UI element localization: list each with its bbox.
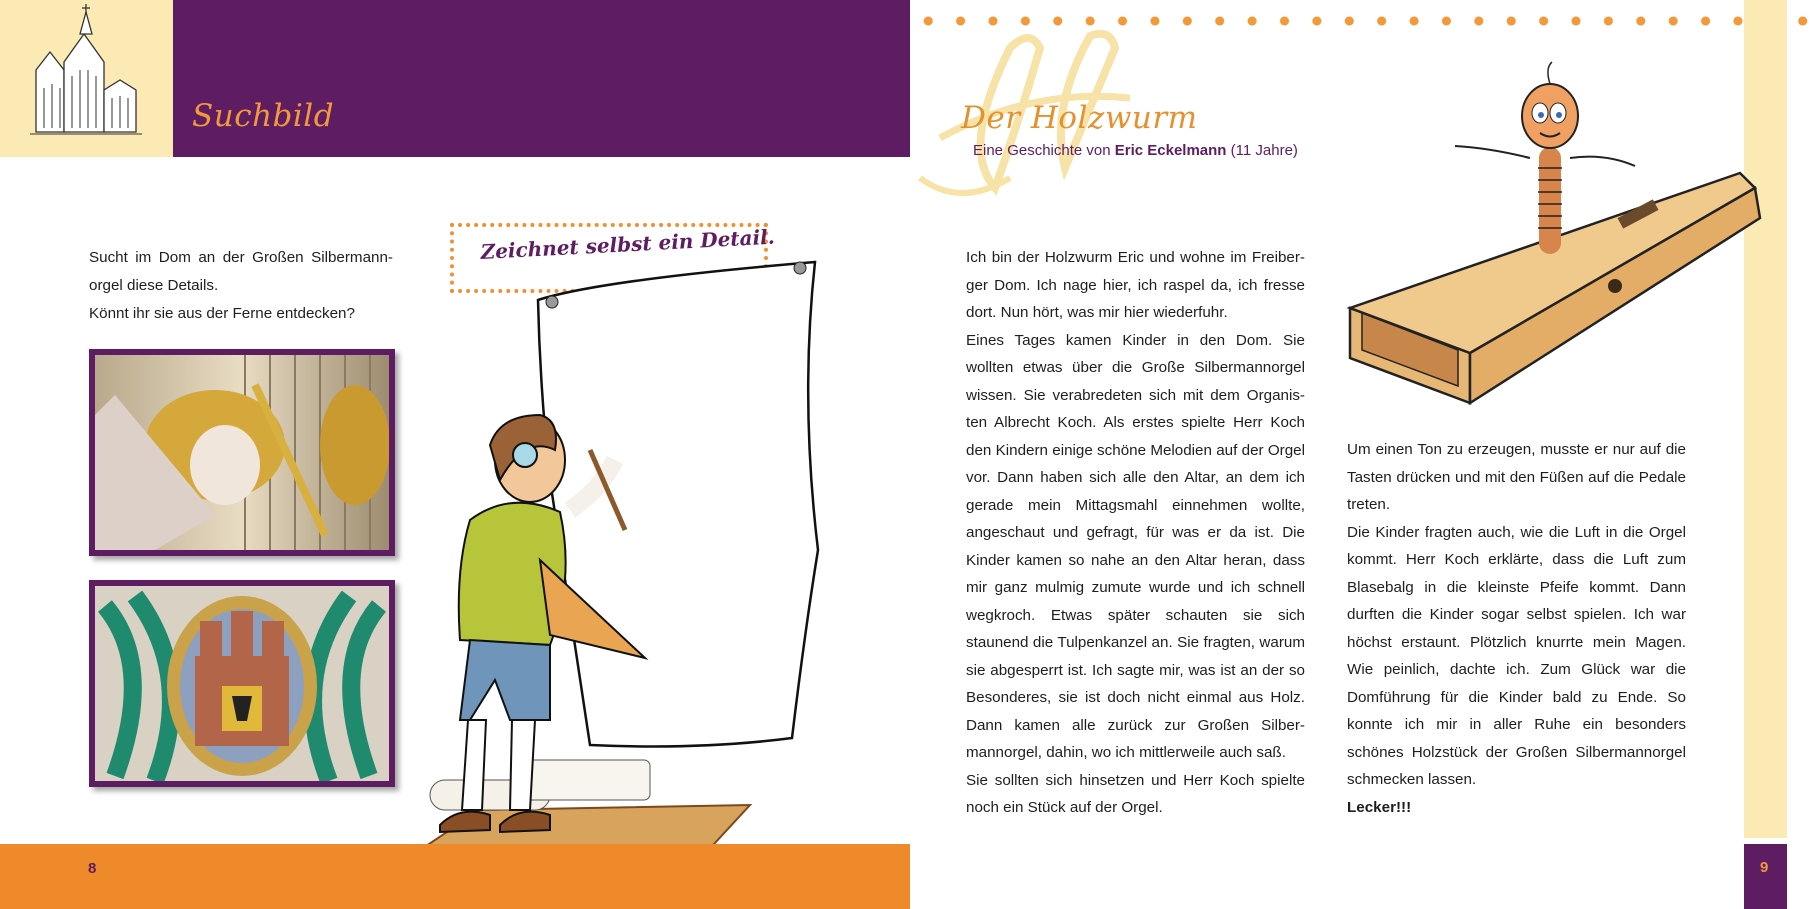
author-age: (11 Jahre) — [1230, 142, 1298, 159]
cathedral-icon — [0, 0, 173, 157]
woodworm-organ-pipe-illustration — [1340, 58, 1770, 418]
intro-text — [89, 244, 393, 328]
story-byline — [973, 142, 1298, 159]
drawing-prompt-text: Zeichnet selbst ein Detail. — [480, 224, 776, 264]
page-title: Suchbild — [192, 98, 335, 134]
coat-of-arms-photo — [95, 586, 389, 781]
intro-paragraph: Sucht im Dom an der Großen Silbermann-orgel diese Details. — [89, 249, 393, 294]
story-paragraph: Um einen Ton zu erzeugen, musste er nur auf die Tasten drücken und mit den Füßen auf die Pedale treten. — [1347, 441, 1686, 513]
story-title: Der Holzwurm — [961, 100, 1198, 136]
story-column-1 — [966, 244, 1305, 822]
dotted-border — [912, 16, 1808, 26]
story-paragraph: Die Kinder fragten auch, wie die Luft in die Orgel kommt. Herr Koch erklärte, dass die Luft zum Blasebalg in die kleinste Pfeife kommt. Dann durften die Kinder sogar selbst spielen. Ich war höchst erstaunt. Plötzlich knurrte mein Magen. Wie peinlich, dachte ich. Zum Glück war die Domführung für die Kinder bald zu Ende. So konnte ich mir in aller Ruhe ein besonders schönes Holzstück der Großen Silbermannorgel schmecken lassen. — [1347, 523, 1686, 788]
intro-paragraph: Könnt ihr sie aus der Ferne entdecken? — [89, 305, 355, 322]
header-cream-panel — [0, 0, 173, 157]
story-paragraph: Eines Tages kamen Kinder in den Dom. Sie wollten etwas über die Große Silbermannorgel wissen. Sie verabredeten sich mit dem Organis-ten Albrecht Koch. Als erstes spielte Herr Koch den Kindern einige schöne Melodien auf der Orgel vor. Dann haben sich alle den Altar, an dem ich gerade mein Mittagsmahl einnehmen wollte, angeschaut und gefragt, für was er da ist. Die Kinder kamen so nahe an den Altar heran, dass mir ganz mulmig zumute wurde und ich schnell wegkroch. Etwas später schauten sie sich staunend die Tulpenkanzel an. Sie fragten, warum sie abgesperrt ist. Ich sagte mir, was ist an der so Besonderes, sie ist doch nicht einmal aus Holz. Dann kamen alle zurück zur Großen Silber-mannorgel, dahin, wo ich mittlerweile auch saß. — [966, 331, 1305, 761]
detail-photo-angel — [89, 349, 395, 556]
byline-prefix: Eine Geschichte von — [973, 142, 1111, 159]
page-number: 8 — [88, 860, 97, 877]
footer-purple-tab — [1744, 844, 1787, 909]
angel-photo — [95, 355, 389, 550]
detail-photo-coat-of-arms — [89, 580, 395, 787]
story-paragraph: Sie sollten sich hinsetzen und Herr Koch spielte noch ein Stück auf der Orgel. — [966, 771, 1305, 816]
boy-drawing-illustration — [400, 250, 840, 880]
story-paragraph: Ich bin der Holzwurm Eric und wohne im Freiber-ger Dom. Ich nage hier, ich raspel da, ich fresse dort. Nun hört, was mir hier wiederfuhr. — [966, 249, 1305, 321]
story-closing: Lecker!!! — [1347, 798, 1412, 816]
page-number: 9 — [1760, 859, 1769, 876]
author-name: Eric Eckelmann — [1114, 142, 1227, 159]
footer-orange-band — [0, 844, 910, 909]
story-column-2 — [1347, 436, 1686, 821]
